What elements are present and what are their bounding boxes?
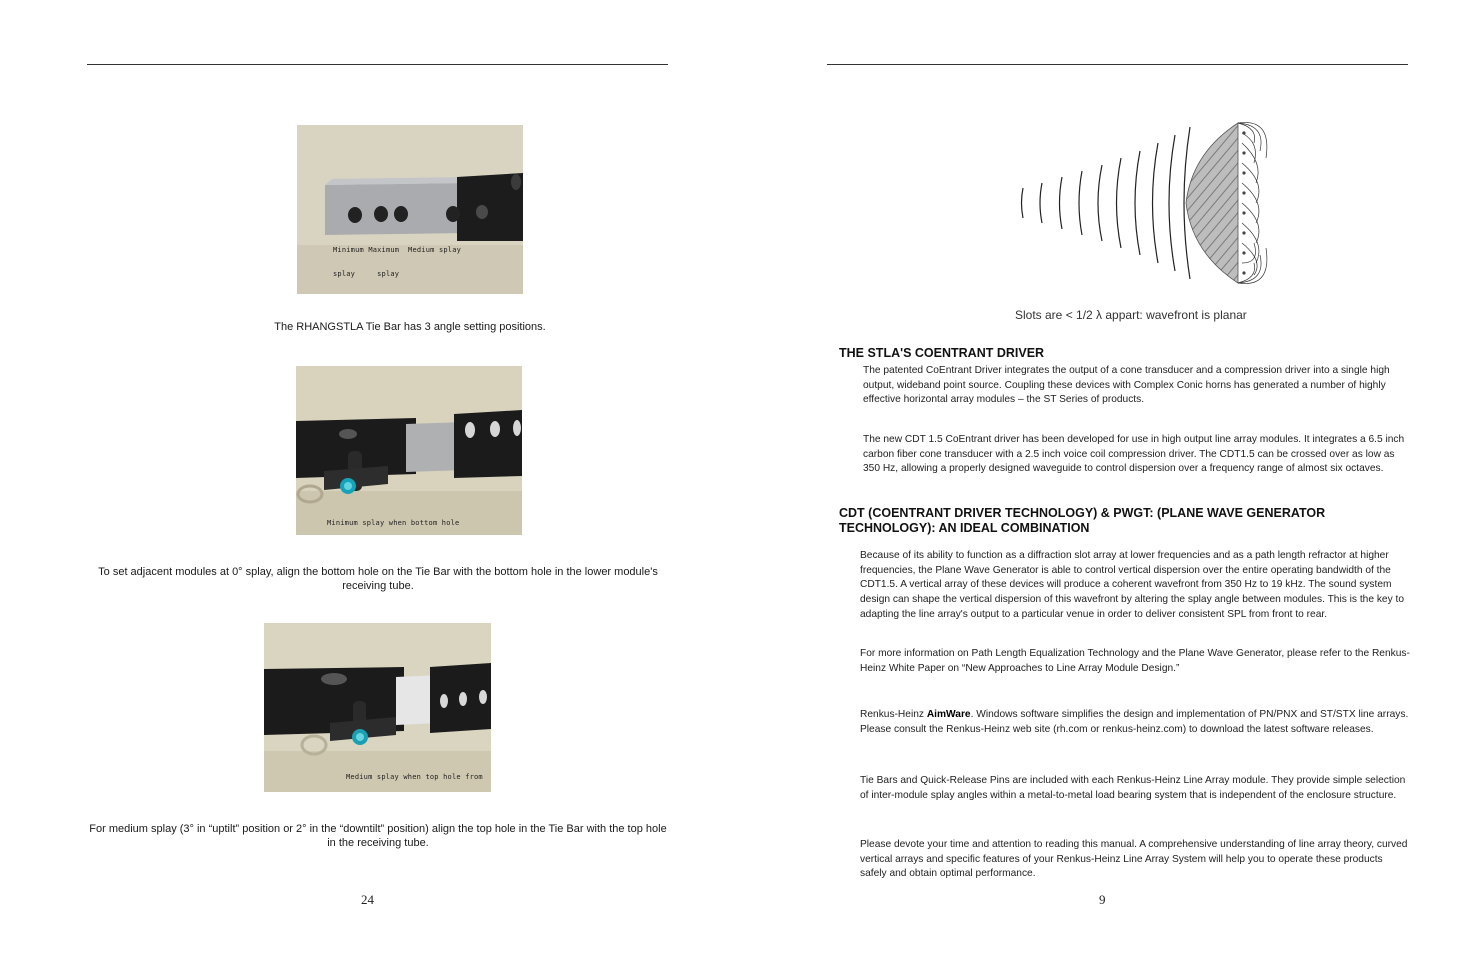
aimware-bold: AimWare: [926, 709, 971, 720]
photo-caption-2: To set adjacent modules at 0° splay, align the bottom hole on the Tie Bar with the bottom hole in the lower module's receiving tube.: [98, 566, 658, 592]
top-rule: [827, 64, 1408, 65]
paragraph: The patented CoEntrant Driver integrates the output of a cone transducer and a compression driver into a single high output, wideband point source. Coupling these devices with Complex Conic horns has generated a number of highly effective horizontal array modules – the ST Series of products.: [863, 365, 1390, 406]
tie-bar-photo-1: [297, 125, 523, 294]
plane-wave-diagram: [1016, 103, 1278, 303]
paragraph: Because of its ability to function as a diffraction slot array at lower frequencies and as a path length refractor at higher frequencies, the Plane Wave Generator is able to control vertical dispersion over the entire operating bandwidth of the CDT1.5. A vertical array of these devices will produce a coherent wavefront from 350 Hz to 19 kHz. The sound system design can shape the vertical dispersion of this wavefront by altering the splay angle between modules. This is the key to adapting the line array's output to a particular venue in order to deliver consistent SPL from front to rear.: [860, 550, 1405, 620]
right-page: [738, 0, 1475, 954]
aimware-prefix: Renkus-Heinz: [860, 709, 927, 720]
paragraph: For more information on Path Length Equalization Technology and the Plane Wave Generator, please refer to the Renkus-Heinz White Paper on “New Approaches to Line Array Module Design.”: [860, 648, 1410, 674]
paragraph: Please devote your time and attention to reading this manual. A comprehensive understanding of line array theory, curved vertical arrays and specific features of your Renkus-Heinz Line Array System will help you to operate these products safely and obtain optimal performance.: [860, 839, 1408, 880]
wavefront-illustration: [1016, 103, 1278, 303]
paragraph: Tie Bars and Quick-Release Pins are included with each Renkus-Heinz Line Array module. They provide simple selection of inter-module splay angles within a metal-to-metal load bearing system that is independent of the enclosure structure.: [860, 775, 1406, 801]
paragraph: The new CDT 1.5 CoEntrant driver has been developed for use in high output line array modules. It integrates a 6.5 inch carbon fiber cone transducer with a 2.5 inch voice coil compression driver. The CDT1.5 can be crossed over as low as 350 Hz, allowing a properly designed waveguide to control dispersion over a frequency range of almost six octaves.: [863, 434, 1405, 475]
top-rule: [87, 64, 668, 65]
section-heading-cdt-pwgt: CDT (COENTRANT DRIVER TECHNOLOGY) & PWGT: (PLANE WAVE GENERATOR TECHNOLOGY): AN IDEAL COMBINATION: [839, 506, 1326, 535]
photo-label: Medium splay when top hole from: [346, 773, 483, 781]
photo-caption-1: The RHANGSTLA Tie Bar has 3 angle setting positions.: [274, 321, 546, 333]
photo-label: Minimum splay when bottom hole: [327, 519, 460, 527]
section-heading-coentrant: THE STLA'S COENTRANT DRIVER: [839, 346, 1045, 360]
tie-bar-photo-3: [264, 623, 491, 792]
diagram-caption: Slots are < 1/2 λ appart: wavefront is planar: [1015, 308, 1247, 322]
photo-label: splay splay: [333, 270, 400, 278]
aimware-text: . Windows software simplifies the design and implementation of PN/PNX and ST/STX line arrays. Please consult the Renkus-Heinz web site (rh.com or renkus-heinz.com) to download the latest software releases.: [860, 709, 1409, 735]
tie-bar-photo-2: [296, 366, 522, 535]
page-number: 9: [1099, 892, 1106, 907]
aimware-paragraph: [860, 708, 1410, 737]
photo-label: Minimum Maximum Medium splay: [333, 246, 462, 254]
photo-caption-3: For medium splay (3° in “uptilt” position or 2° in the “downtilt” position) align the top hole in the Tie Bar with the top hole in the receiving tube.: [89, 823, 667, 849]
left-page: [0, 0, 737, 954]
page-number: 24: [361, 892, 374, 907]
